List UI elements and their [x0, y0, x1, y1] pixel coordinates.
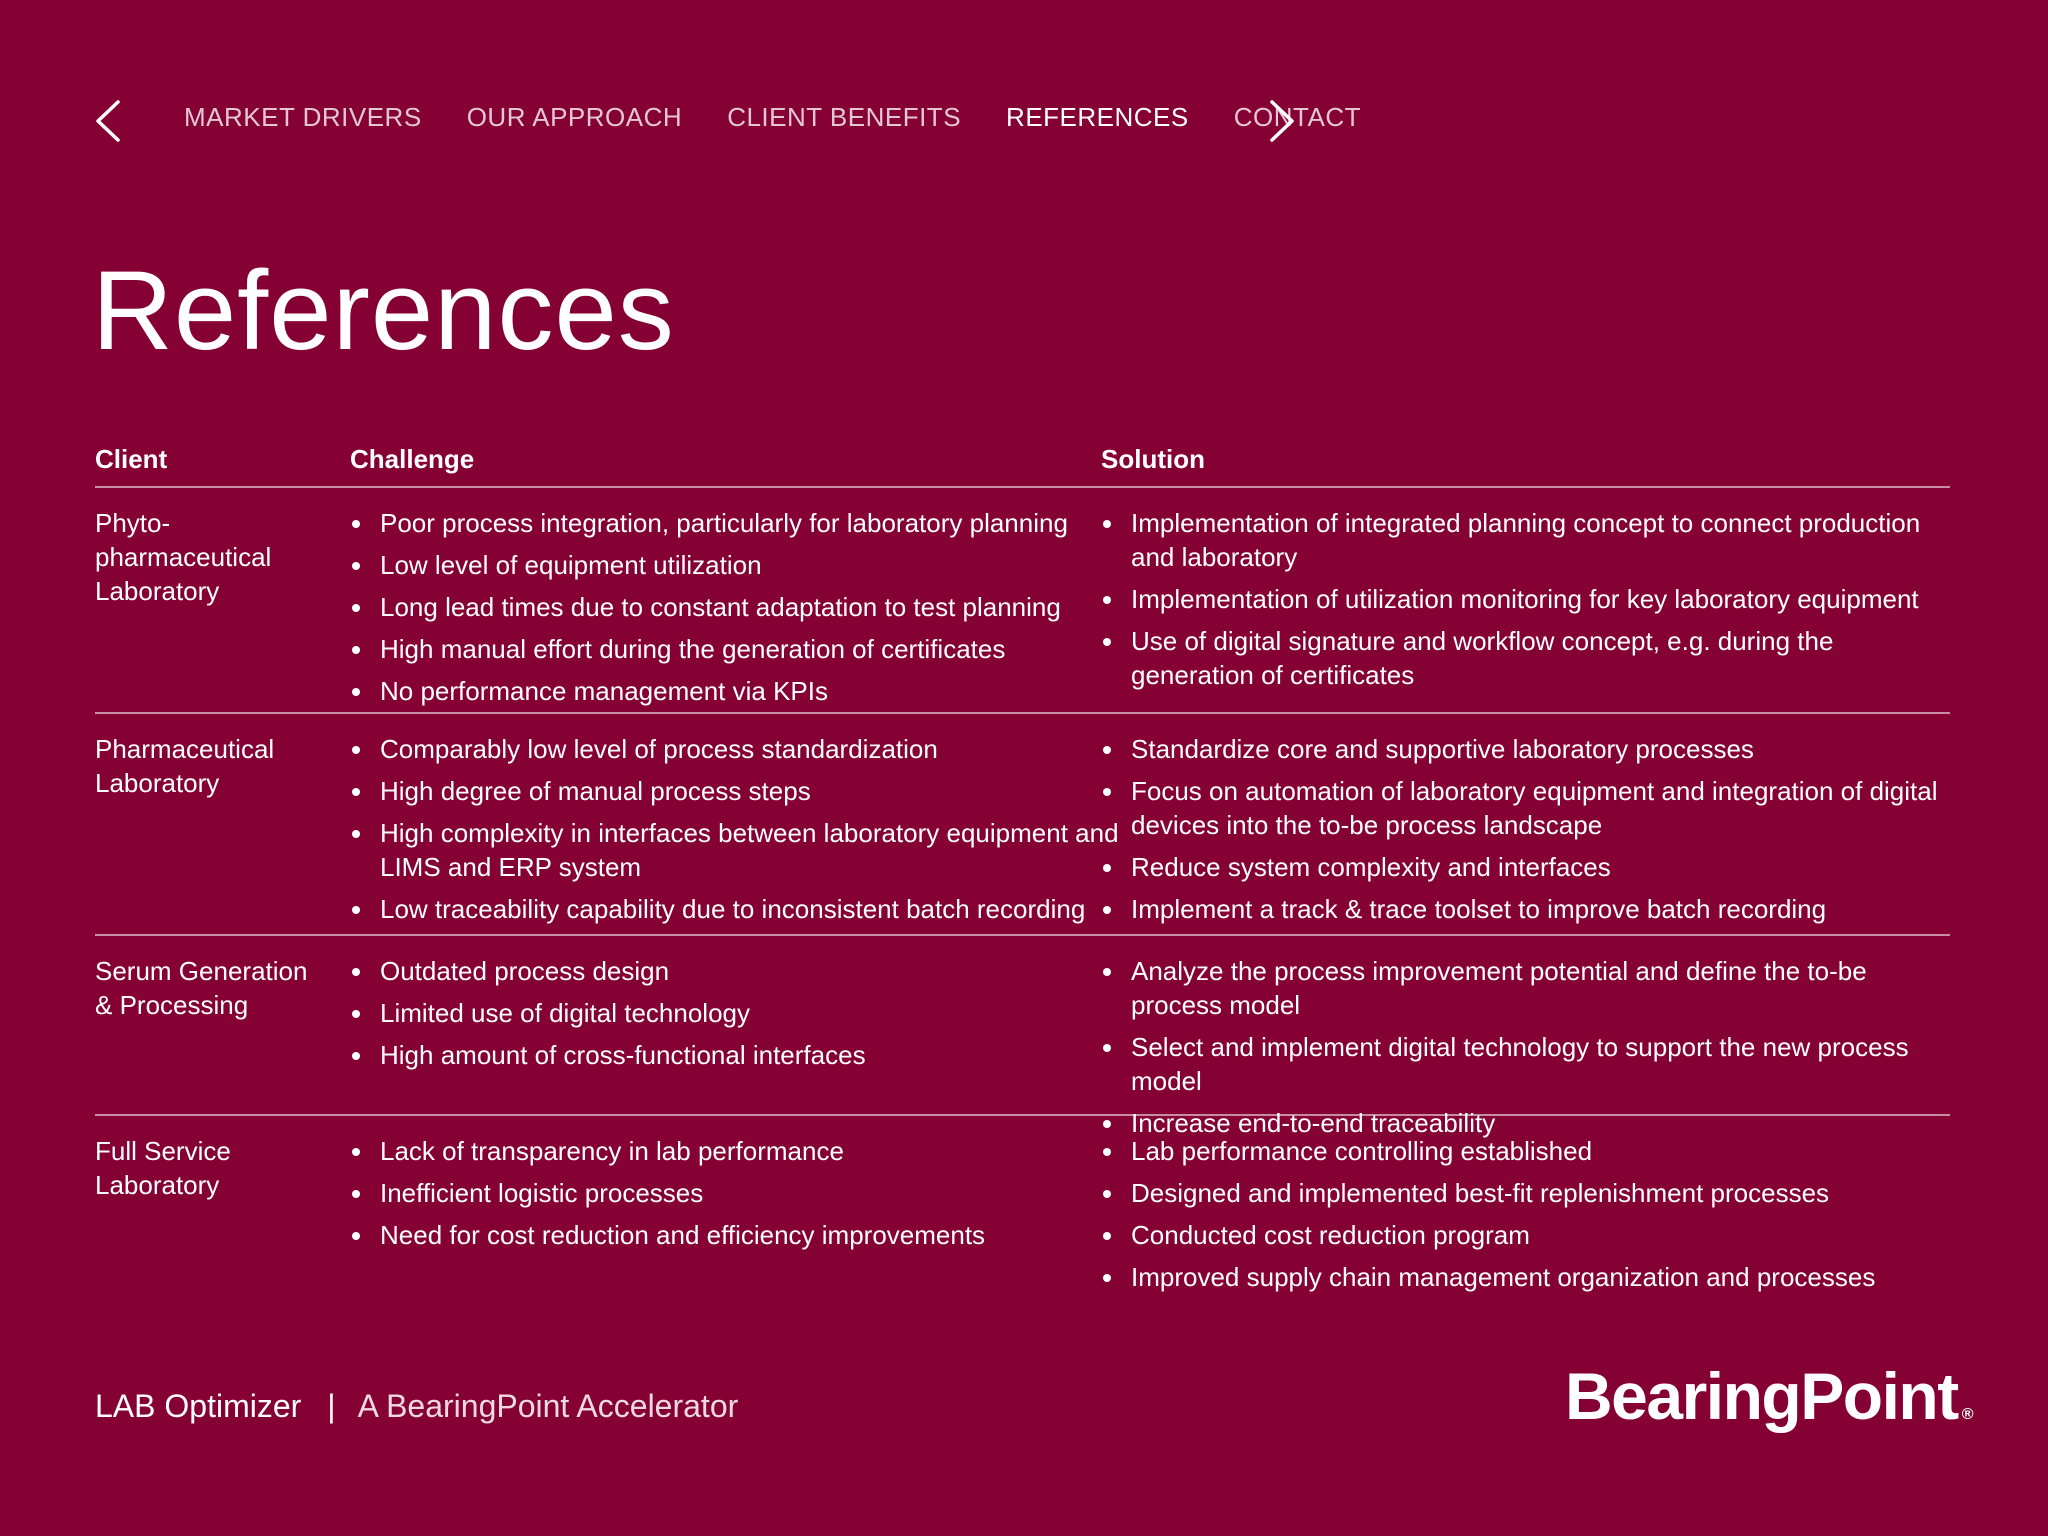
column-header-challenge: Challenge — [350, 444, 475, 474]
chevron-left-icon[interactable] — [88, 96, 132, 146]
challenge-item: High manual effort during the generation of certificates — [350, 632, 1150, 666]
challenge-item: Need for cost reduction and efficiency improvements — [350, 1218, 1150, 1252]
challenge-item: Poor process integration, particularly for laboratory planning — [350, 506, 1150, 540]
client-name-line: Serum Generation — [95, 956, 308, 986]
solution-item: Focus on automation of laboratory equipment and integration of digital devices into the to-be process landscape — [1101, 774, 1956, 842]
table-header — [95, 438, 1950, 488]
challenge-cell — [350, 954, 1150, 1080]
challenge-item: Low level of equipment utilization — [350, 548, 1150, 582]
section-tabs — [184, 102, 1361, 133]
client-name-line: Laboratory — [95, 576, 220, 606]
challenge-item: Inefficient logistic processes — [350, 1176, 1150, 1210]
solution-list — [1101, 954, 1956, 1140]
challenge-item: Long lead times due to constant adaptation to test planning — [350, 590, 1150, 624]
solution-item: Select and implement digital technology to support the new process model — [1101, 1030, 1956, 1098]
solution-item: Implementation of integrated planning concept to connect production and laboratory — [1101, 506, 1956, 574]
challenge-list — [350, 954, 1150, 1072]
table-row — [95, 936, 1950, 1138]
challenge-cell — [350, 1134, 1150, 1260]
tab-our-approach[interactable]: OUR APPROACH — [466, 102, 683, 132]
tab-market-drivers[interactable]: MARKET DRIVERS — [184, 102, 422, 132]
table-body — [95, 488, 1950, 1306]
tab-client-benefits[interactable]: CLIENT BENEFITS — [727, 102, 962, 132]
challenge-item: High degree of manual process steps — [350, 774, 1150, 808]
client-name — [95, 954, 345, 1022]
table-row — [95, 714, 1950, 936]
tab-references[interactable]: REFERENCES — [1006, 102, 1189, 132]
product-tagline: A BearingPoint Accelerator — [357, 1388, 739, 1424]
column-header-solution: Solution — [1101, 444, 1205, 474]
product-name: LAB Optimizer — [95, 1388, 302, 1424]
challenge-cell — [350, 506, 1150, 716]
client-name — [95, 1134, 345, 1202]
solution-list — [1101, 732, 1956, 926]
challenge-item: Low traceability capability due to inconsistent batch recording — [350, 892, 1150, 926]
challenge-list — [350, 1134, 1150, 1252]
tab-contact[interactable]: CONTACT — [1233, 102, 1361, 132]
solution-item: Lab performance controlling established — [1101, 1134, 1956, 1168]
challenge-cell — [350, 732, 1150, 934]
client-name — [95, 732, 345, 800]
solution-list — [1101, 506, 1956, 692]
challenge-item: Outdated process design — [350, 954, 1150, 988]
solution-item: Standardize core and supportive laboratory processes — [1101, 732, 1956, 766]
challenge-item: No performance management via KPIs — [350, 674, 1150, 708]
client-name — [95, 506, 345, 608]
solution-item: Implementation of utilization monitoring for key laboratory equipment — [1101, 582, 1956, 616]
bearingpoint-logo — [1565, 1358, 1974, 1434]
solution-item: Implement a track & trace toolset to improve batch recording — [1101, 892, 1956, 926]
solution-item: Analyze the process improvement potential and define the to-be process model — [1101, 954, 1956, 1022]
footer-product-line — [95, 1388, 738, 1425]
solution-item: Designed and implemented best-fit replenishment processes — [1101, 1176, 1956, 1210]
solution-cell — [1101, 1134, 1956, 1302]
challenge-item: High amount of cross-functional interfaces — [350, 1038, 1150, 1072]
client-name-line: Laboratory — [95, 1170, 220, 1200]
footer-separator: | — [327, 1388, 336, 1424]
challenge-item: Comparably low level of process standardization — [350, 732, 1150, 766]
challenge-item: High complexity in interfaces between laboratory equipment and LIMS and ERP system — [350, 816, 1150, 884]
solution-list — [1101, 1134, 1956, 1294]
challenge-list — [350, 732, 1150, 926]
solution-item: Reduce system complexity and interfaces — [1101, 850, 1956, 884]
solution-item: Increase end-to-end traceability — [1101, 1106, 1956, 1140]
registered-mark: ® — [1961, 1406, 1974, 1423]
client-name-line: Laboratory — [95, 768, 220, 798]
client-name-line: & Processing — [95, 990, 249, 1020]
table-row — [95, 488, 1950, 714]
brand-wordmark: BearingPoint — [1565, 1359, 1958, 1433]
solution-item: Improved supply chain management organization and processes — [1101, 1260, 1956, 1294]
client-name-line: pharmaceutical — [95, 542, 272, 572]
solution-item: Use of digital signature and workflow concept, e.g. during the generation of certificates — [1101, 624, 1956, 692]
client-name-line: Phyto- — [95, 508, 171, 538]
client-name-line: Pharmaceutical — [95, 734, 275, 764]
challenge-item: Limited use of digital technology — [350, 996, 1150, 1030]
solution-item: Conducted cost reduction program — [1101, 1218, 1956, 1252]
table-row — [95, 1116, 1950, 1306]
challenge-list — [350, 506, 1150, 708]
solution-cell — [1101, 506, 1956, 700]
solution-cell — [1101, 732, 1956, 934]
page-title: References — [92, 248, 675, 373]
client-name-line: Full Service — [95, 1136, 231, 1166]
references-table — [95, 438, 1950, 1306]
column-header-client: Client — [95, 444, 168, 474]
chevron-right-icon[interactable] — [1258, 96, 1302, 146]
challenge-item: Lack of transparency in lab performance — [350, 1134, 1150, 1168]
top-navigation — [0, 90, 2048, 150]
